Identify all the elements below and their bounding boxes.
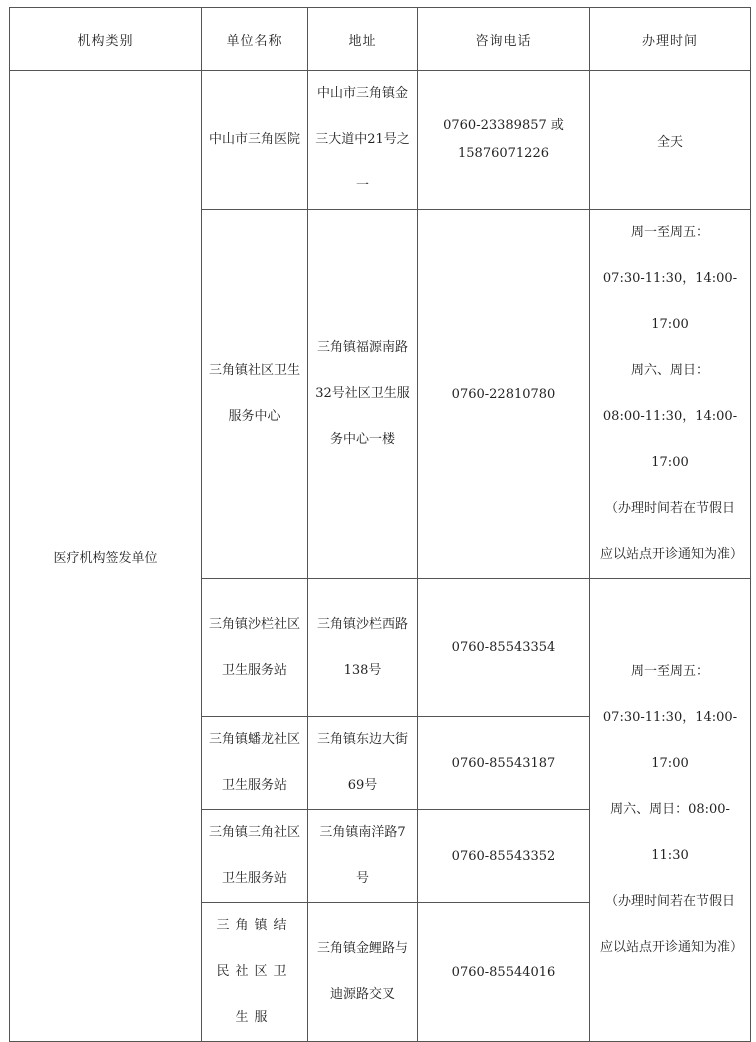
phone-cell: 0760-85544016 — [418, 903, 590, 1042]
hours-note: （办理时间若在节假日应以站点开诊通知为准） — [600, 894, 744, 955]
phone-cell: 0760-85543354 — [418, 579, 590, 717]
unit-name-cell: 三角镇沙栏社区卫生服务站 — [202, 579, 308, 717]
hours-line: 周一至周五： — [630, 225, 709, 240]
header-category: 机构类别 — [10, 8, 202, 71]
hours-line: 周六、周日： — [630, 363, 709, 378]
header-phone: 咨询电话 — [418, 8, 590, 71]
address-cell: 三角镇金鲤路与迪源路交叉 — [308, 903, 418, 1042]
table-row — [10, 71, 751, 210]
hours-line: 07:30-11:30，14:00-17:00 — [602, 271, 738, 332]
hours-line: 周一至周五： — [630, 664, 709, 679]
phone-cell: 0760-23389857 或 15876071226 — [418, 71, 590, 210]
hours-line: 08:00-11:30，14:00-17:00 — [602, 409, 738, 470]
unit-name-cell: 三角镇结民社区卫生服 — [202, 903, 308, 1042]
header-address: 地址 — [308, 8, 418, 71]
unit-name-cell: 中山市三角医院 — [202, 71, 308, 210]
unit-name-cell: 三角镇社区卫生服务中心 — [202, 210, 308, 579]
address-cell: 中山市三角镇金三大道中21号之一 — [308, 71, 418, 210]
header-hours: 办理时间 — [590, 8, 751, 71]
hours-cell — [590, 210, 751, 579]
hours-note: （办理时间若在节假日应以站点开诊通知为准） — [600, 501, 744, 562]
hours-cell — [590, 579, 751, 1042]
unit-name-cell: 三角镇三角社区卫生服务站 — [202, 810, 308, 903]
hours-cell: 全天 — [590, 71, 751, 210]
phone-cell: 0760-85543352 — [418, 810, 590, 903]
table-header-row — [10, 8, 751, 71]
hours-line: 07:30-11:30，14:00-17:00 — [602, 710, 738, 771]
unit-name-cell: 三角镇蟠龙社区卫生服务站 — [202, 717, 308, 810]
address-cell: 三角镇沙栏西路138号 — [308, 579, 418, 717]
phone-cell: 0760-22810780 — [418, 210, 590, 579]
address-cell: 三角镇福源南路32号社区卫生服务中心一楼 — [308, 210, 418, 579]
hours-line: 周六、周日：08:00-11:30 — [610, 802, 730, 863]
header-unit: 单位名称 — [202, 8, 308, 71]
service-table — [9, 7, 751, 1042]
address-cell: 三角镇南洋路7号 — [308, 810, 418, 903]
phone-cell: 0760-85543187 — [418, 717, 590, 810]
category-cell: 医疗机构签发单位 — [10, 71, 202, 1042]
address-cell: 三角镇东边大街69号 — [308, 717, 418, 810]
